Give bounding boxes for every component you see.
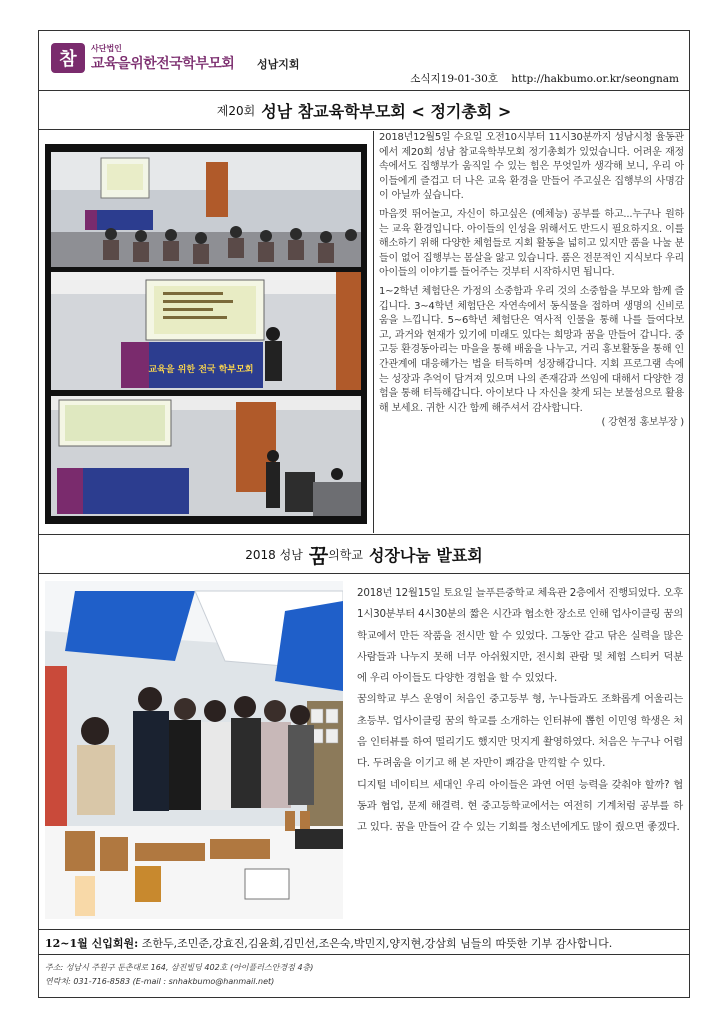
org-name: 교육을위한전국학부모회 bbox=[91, 56, 235, 72]
title-main: 성남 참교육학부모회 < 정기총회 > bbox=[261, 101, 512, 121]
footer-contact: 연락처: 031-716-8583 (E-mail : snhakbumo@hanmail.net) bbox=[45, 977, 275, 986]
newsletter-footer bbox=[39, 955, 689, 997]
banner-text: 교육을 위한 전국 학부모회 bbox=[148, 365, 254, 375]
new-members-label: 12~1월 신입회원: bbox=[45, 937, 139, 950]
article-paragraph: 마음껏 뛰어놀고, 자신이 하고싶은 (예체능) 공부를 하고...누구나 원하는 교육 환경입니다. 아이들의 인성을 위해서도 반드시 필요하지요. 이를 해소하기 위해 다양한 체험들로 지회 활동을 넓히고 있지만 품을 나눌 분들이 없어 집행부는 몸살을 앓고 있습니다. 품은 전문적인 지식보다 우리 아이들의 이야기를 들어주는 것부터 시작하시면 됩니다. bbox=[379, 208, 684, 279]
article-paragraph: 2018년12월5일 수요일 오전10시부터 11시30분까지 성남시청 율동관에서 제20회 성남 참교육학부모회 정기총회가 있었습니다. 어려운 재정 속에서도 집행부가 움직일 수 있는 힘은 무엇일까 생각해 보니, 우리 아이들에게 즐겁고 더 나은 교육 환경을 만들어 주고싶은 집행부의 사명감이 아닐까 싶습니다. bbox=[379, 132, 684, 202]
meeting-photo-audience bbox=[51, 152, 361, 267]
section-title-dream-school bbox=[39, 534, 689, 574]
title-small: 제20회 bbox=[216, 103, 256, 118]
logo-mark-icon bbox=[51, 43, 85, 73]
dream-school-booth-photo bbox=[45, 581, 343, 919]
footer-address: 주소: 성남시 주원구 둔촌대로 164, 삼진빌딩 402호 (아이플러스안경점 4층) bbox=[45, 963, 314, 972]
section-title-general-meeting bbox=[39, 90, 689, 130]
website-link[interactable]: http://hakbumo.or.kr/seongnam bbox=[511, 73, 679, 85]
title-event: 성장나눔 발표회 bbox=[368, 545, 483, 565]
title-year: 2018 성남 bbox=[245, 547, 303, 562]
meeting-photo-speaker bbox=[51, 272, 361, 390]
title-school: 의학교 bbox=[328, 547, 363, 562]
column-divider bbox=[373, 131, 374, 533]
article-paragraph: 2018년 12월15일 토요일 늘푸른중학교 체육관 2층에서 진행되었다. 오후1시30분부터 4시30분의 짧은 시간과 협소한 장소로 인해 업사이클링 꿈의 학교에서 만든 작품을 전시만 할 수 있었다. 그동안 갈고 닦은 실력을 많은 사람들과 나누지 못해 너무 아쉬웠지만, 전시회 관람 및 체험 스티커 덕분에 우리 아이들도 다양한 경험을 할 수 있었다. bbox=[357, 587, 683, 685]
article-signature: ( 강현정 홍보부장 ) bbox=[601, 417, 684, 429]
newsletter-header bbox=[39, 31, 689, 91]
logo-glyph: 참 bbox=[59, 49, 77, 70]
new-members-line bbox=[39, 929, 689, 955]
meeting-photo-collage bbox=[45, 144, 367, 524]
general-meeting-article bbox=[379, 131, 684, 435]
title-dream-char: 꿈 bbox=[308, 543, 329, 568]
issue-number: 소식지19-01-30호 bbox=[410, 73, 498, 85]
newsletter-page bbox=[38, 30, 690, 998]
article-paragraph: 1~2학년 체험단은 가정의 소중함과 우리 것의 소중함을 부모와 함께 즐깁니다. 3~4학년 체험단은 자연속에서 동식물을 접하며 생명의 신비로움을 느낍니다. 5~6학년 체험단은 역사적 인물을 통해 나를 들여다보고, 과거와 현재가 있기에 미래도 있다는 희망과 꿈을 만들어 갑니다. 중고등 환경동아리는 마을을 통해 배움을 나누고, 거리 홍보활동을 통해 인간관계에 대응해가는 법을 터득하며 성장해갑니다. 지회 프로그램 속에는 성장과 추억이 담겨져 있으며 나의 존재감과 쓰임에 대해서 다양한 경험을 통해 터득해갑니다. 아이보다 나 자신을 찾게 되는 보물섬으로 활용해 보세요. 귀한 시간 함께 해주셔서 감사합니다. bbox=[379, 285, 684, 414]
article-paragraph: 꿈의학교 부스 운영이 처음인 중고등부 형, 누나들과도 조화롭게 어울리는 초등부. 업사이클링 꿈의 학교를 소개하는 인터뷰에 뽑힌 이민영 학생은 처음 인터뷰를 하여 떨리기도 했지만 멋지게 촬영하였다. 처음은 누구나 어렵다. 두려움을 이기고 해 본 자만이 쾌감을 만끽할 수 있다. bbox=[357, 693, 683, 770]
dream-school-article bbox=[357, 583, 683, 839]
article-paragraph: 디지털 네이티브 세대인 우리 아이들은 과연 어떤 능력을 갖춰야 할까? 협동과 협업, 문제 해결력. 현 중고등학교에서는 여전히 기계처럼 공부를 하고 있다. 꿈을 만들어 갈 수 있는 기회를 청소년에게도 많이 줬으면 좋겠다. bbox=[357, 778, 683, 834]
new-members-text: 조한두,조민준,강효진,김윤희,김민선,조은숙,박민지,양지현,강삼희 님들의 따뜻한 기부 감사합니다. bbox=[141, 937, 613, 950]
org-prefix: 사단법인 bbox=[91, 44, 122, 53]
issue-line bbox=[400, 71, 679, 86]
branch-name: 성남지회 bbox=[257, 58, 300, 71]
meeting-photo-presentation bbox=[51, 396, 361, 516]
